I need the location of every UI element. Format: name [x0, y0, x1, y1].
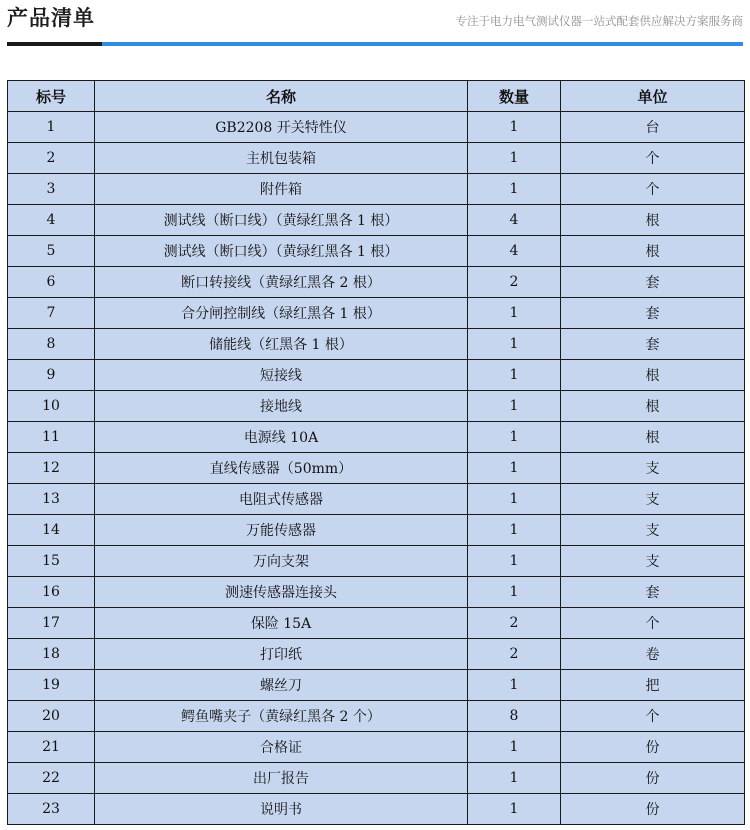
cell-quantity: 1: [468, 794, 561, 825]
table-row: [8, 112, 745, 143]
cell-quantity: 1: [468, 484, 561, 515]
table-row: [8, 701, 745, 732]
cell-name: 合格证: [95, 732, 468, 763]
table-row: [8, 732, 745, 763]
table-row: [8, 639, 745, 670]
page-title: 产品清单: [7, 6, 95, 30]
cell-quantity: 1: [468, 763, 561, 794]
table-row: [8, 453, 745, 484]
cell-unit: 个: [561, 701, 745, 732]
cell-name: 出厂报告: [95, 763, 468, 794]
table-row: [8, 391, 745, 422]
table-row: [8, 515, 745, 546]
cell-index: 18: [8, 639, 95, 670]
cell-index: 7: [8, 298, 95, 329]
table-row: [8, 546, 745, 577]
table-row: [8, 670, 745, 701]
cell-unit: 台: [561, 112, 745, 143]
cell-index: 9: [8, 360, 95, 391]
cell-name: 电源线 10A: [95, 422, 468, 453]
cell-index: 17: [8, 608, 95, 639]
cell-index: 5: [8, 236, 95, 267]
page-header: [0, 0, 750, 50]
table-row: [8, 329, 745, 360]
cell-index: 23: [8, 794, 95, 825]
cell-unit: 根: [561, 360, 745, 391]
header-accent-rule: [102, 42, 743, 46]
cell-name: 万能传感器: [95, 515, 468, 546]
cell-index: 6: [8, 267, 95, 298]
table-row: [8, 484, 745, 515]
cell-unit: 份: [561, 732, 745, 763]
cell-index: 4: [8, 205, 95, 236]
cell-unit: 套: [561, 298, 745, 329]
cell-quantity: 4: [468, 236, 561, 267]
table-row: [8, 794, 745, 825]
cell-quantity: 2: [468, 608, 561, 639]
cell-unit: 根: [561, 205, 745, 236]
cell-unit: 份: [561, 763, 745, 794]
cell-name: 打印纸: [95, 639, 468, 670]
cell-index: 12: [8, 453, 95, 484]
cell-index: 14: [8, 515, 95, 546]
cell-quantity: 2: [468, 639, 561, 670]
cell-index: 16: [8, 577, 95, 608]
cell-unit: 支: [561, 515, 745, 546]
table-header-row: [8, 81, 745, 112]
cell-name: 附件箱: [95, 174, 468, 205]
cell-name: 合分闸控制线（绿红黑各 1 根）: [95, 298, 468, 329]
cell-quantity: 1: [468, 391, 561, 422]
cell-index: 15: [8, 546, 95, 577]
table-row: [8, 608, 745, 639]
cell-unit: 卷: [561, 639, 745, 670]
cell-quantity: 8: [468, 701, 561, 732]
cell-unit: 根: [561, 391, 745, 422]
cell-index: 22: [8, 763, 95, 794]
column-header-index: 标号: [8, 81, 95, 112]
cell-unit: 个: [561, 174, 745, 205]
cell-index: 8: [8, 329, 95, 360]
cell-unit: 根: [561, 422, 745, 453]
cell-index: 2: [8, 143, 95, 174]
cell-name: 测试线（断口线）（黄绿红黑各 1 根）: [95, 236, 468, 267]
cell-quantity: 1: [468, 174, 561, 205]
cell-unit: 份: [561, 794, 745, 825]
table-row: [8, 236, 745, 267]
cell-unit: 支: [561, 484, 745, 515]
title-underline: [7, 42, 102, 46]
cell-name: 短接线: [95, 360, 468, 391]
cell-name: 说明书: [95, 794, 468, 825]
cell-quantity: 1: [468, 329, 561, 360]
cell-quantity: 1: [468, 360, 561, 391]
cell-name: 电阻式传感器: [95, 484, 468, 515]
cell-index: 10: [8, 391, 95, 422]
cell-index: 20: [8, 701, 95, 732]
cell-index: 1: [8, 112, 95, 143]
cell-unit: 套: [561, 577, 745, 608]
cell-quantity: 1: [468, 515, 561, 546]
cell-unit: 把: [561, 670, 745, 701]
cell-name: 螺丝刀: [95, 670, 468, 701]
table-row: [8, 143, 745, 174]
cell-index: 3: [8, 174, 95, 205]
cell-index: 13: [8, 484, 95, 515]
cell-quantity: 1: [468, 143, 561, 174]
cell-unit: 套: [561, 329, 745, 360]
table-row: [8, 267, 745, 298]
cell-quantity: 1: [468, 453, 561, 484]
cell-name: 接地线: [95, 391, 468, 422]
cell-quantity: 1: [468, 577, 561, 608]
cell-name: GB2208 开关特性仪: [95, 112, 468, 143]
table-row: [8, 205, 745, 236]
table-row: [8, 298, 745, 329]
cell-unit: 个: [561, 143, 745, 174]
column-header-name: 名称: [95, 81, 468, 112]
cell-unit: 套: [561, 267, 745, 298]
cell-quantity: 1: [468, 546, 561, 577]
cell-unit: 支: [561, 546, 745, 577]
table-row: [8, 174, 745, 205]
cell-unit: 个: [561, 608, 745, 639]
cell-name: 保险 15A: [95, 608, 468, 639]
company-tagline: 专注于电力电气测试仪器一站式配套供应解决方案服务商: [455, 14, 743, 28]
cell-name: 储能线（红黑各 1 根）: [95, 329, 468, 360]
cell-unit: 根: [561, 236, 745, 267]
cell-name: 测试线（断口线）（黄绿红黑各 1 根）: [95, 205, 468, 236]
cell-quantity: 1: [468, 732, 561, 763]
cell-name: 鳄鱼嘴夹子（黄绿红黑各 2 个）: [95, 701, 468, 732]
column-header-unit: 单位: [561, 81, 745, 112]
cell-name: 主机包装箱: [95, 143, 468, 174]
cell-name: 测速传感器连接头: [95, 577, 468, 608]
table-row: [8, 360, 745, 391]
cell-quantity: 4: [468, 205, 561, 236]
product-list-table: [7, 80, 745, 825]
table-row: [8, 422, 745, 453]
column-header-quantity: 数量: [468, 81, 561, 112]
table-row: [8, 577, 745, 608]
cell-name: 万向支架: [95, 546, 468, 577]
cell-quantity: 1: [468, 670, 561, 701]
cell-index: 19: [8, 670, 95, 701]
cell-quantity: 1: [468, 112, 561, 143]
cell-name: 直线传感器（50mm）: [95, 453, 468, 484]
cell-index: 11: [8, 422, 95, 453]
cell-name: 断口转接线（黄绿红黑各 2 根）: [95, 267, 468, 298]
cell-unit: 支: [561, 453, 745, 484]
cell-index: 21: [8, 732, 95, 763]
cell-quantity: 1: [468, 298, 561, 329]
cell-quantity: 2: [468, 267, 561, 298]
table-row: [8, 763, 745, 794]
cell-quantity: 1: [468, 422, 561, 453]
